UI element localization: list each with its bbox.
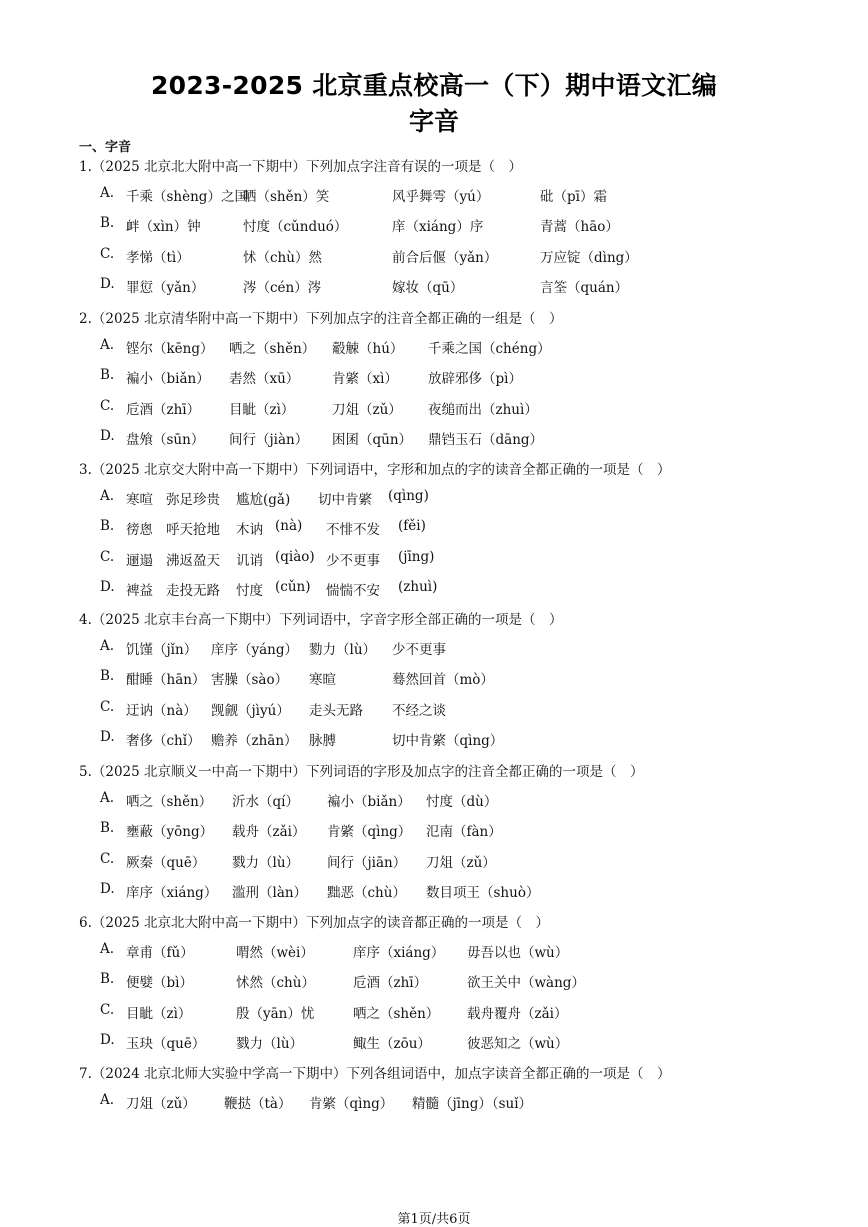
option-term: 前合后偃（yǎn）: [392, 249, 498, 266]
document-title: 2023-2025 北京重点校高一（下）期中语文汇编: [150, 71, 718, 100]
option-term: 精髓（jīng）（suǐ）: [412, 1096, 533, 1113]
option-term: 庠序（xiáng）: [353, 945, 445, 962]
option-term: 哂之（shěn）: [126, 794, 213, 811]
option-term: 走投无路: [166, 582, 220, 599]
option-term: 呼天抢地: [166, 522, 220, 539]
option-term: 壅蔽（yōng）: [126, 824, 214, 841]
option-term: 欲王关中（wàng）: [467, 975, 585, 992]
option-term: 夜缒而出（zhuì）: [428, 401, 538, 418]
question-stem: 7.（2024 北京北师大实验中学高一下期中）下列各组词语中，加点字读音全都正确的一项是（ ）: [79, 1066, 671, 1082]
option-letter: B.: [100, 668, 115, 685]
option-term: (zhuì): [398, 578, 438, 595]
option-term: 哂（shěn）笑: [243, 189, 330, 206]
option-letter: B.: [100, 367, 115, 384]
option-term: 间行（jiàn）: [229, 431, 309, 448]
option-term: 玉玦（quē）: [126, 1035, 206, 1052]
option-letter: A.: [100, 337, 115, 354]
page-footer: 第1页/共6页: [397, 1212, 471, 1227]
option-letter: B.: [100, 518, 115, 535]
option-letter: D.: [100, 275, 115, 292]
option-term: 庠序（xiáng）: [126, 884, 218, 901]
option-term: (jīng): [398, 548, 435, 565]
option-term: 千乘之国（chéng）: [428, 341, 551, 358]
option-letter: C.: [100, 850, 115, 867]
option-letter: A.: [100, 638, 115, 655]
option-letter: C.: [100, 397, 115, 414]
option-term: 酣睡（hān）: [126, 672, 206, 689]
option-term: 载舟（zǎi）: [232, 824, 306, 841]
option-term: 刀俎（zǔ）: [426, 854, 496, 871]
option-term: 裨益: [126, 582, 153, 599]
option-term: (cǔn): [275, 578, 311, 595]
section-heading: 一、字音: [79, 140, 132, 155]
option-term: 鲰生（zōu）: [353, 1035, 431, 1052]
option-term: (qiào): [275, 548, 315, 565]
option-term: 弥足珍贵: [166, 492, 220, 509]
option-term: 奢侈（chǐ）: [126, 732, 201, 749]
option-term: (fěi): [398, 518, 426, 535]
option-term: 哂之（shěn）: [229, 341, 316, 358]
option-term: 万应锭（dìng）: [540, 249, 638, 266]
option-term: 不经之谈: [392, 702, 446, 719]
option-term: 木讷: [236, 522, 263, 539]
option-term: 走头无路: [309, 702, 363, 719]
option-term: 涔（cén）涔: [243, 279, 322, 296]
option-term: 忖度（dù）: [426, 794, 498, 811]
option-term: 间行（jiān）: [327, 854, 407, 871]
option-term: (qìng): [388, 488, 429, 505]
option-term: 刀俎（zǔ）: [332, 401, 402, 418]
option-term: 赡养（zhān）: [211, 732, 298, 749]
option-term: 放辟邪侈（pì）: [428, 371, 522, 388]
option-term: 切中肯綮（qìng）: [392, 732, 504, 749]
option-term: 刀俎（zǔ）: [126, 1096, 196, 1113]
option-term: 章甫（fǔ）: [126, 945, 194, 962]
option-term: 觳觫（hú）: [332, 341, 404, 358]
option-term: 黜恶（chù）: [327, 884, 406, 901]
option-term: 徬悤: [126, 522, 153, 539]
option-letter: D.: [100, 728, 115, 745]
option-term: 讥诮: [236, 552, 263, 569]
option-letter: C.: [100, 698, 115, 715]
option-term: 铿尔（kēng）: [126, 341, 214, 358]
option-term: 嫁妆（qū）: [392, 279, 464, 296]
option-letter: C.: [100, 1001, 115, 1018]
option-term: 褊小（biǎn）: [126, 371, 210, 388]
option-term: 困囷（qūn）: [332, 431, 413, 448]
option-letter: A.: [100, 185, 115, 202]
option-term: 忖度（cǔnduó）: [243, 219, 348, 236]
option-letter: C.: [100, 245, 115, 262]
option-term: 寒喧: [126, 492, 153, 509]
option-term: 罪愆（yǎn）: [126, 279, 205, 296]
option-term: 惴惴不安: [326, 582, 380, 599]
option-term: 喟然（wèi）: [236, 945, 314, 962]
option-term: 庠（xiáng）序: [392, 219, 484, 236]
question-stem: 1.（2025 北京北大附中高一下期中）下列加点字注音有误的一项是（ ）: [79, 159, 523, 175]
option-term: 戮力（lù）: [236, 1035, 304, 1052]
option-term: 风乎舞雩（yú）: [392, 189, 490, 206]
option-term: 千乘（shèng）之国: [126, 189, 248, 206]
option-term: 沸返盈天: [166, 552, 220, 569]
option-term: 褊小（biǎn）: [327, 794, 411, 811]
option-term: 青蒿（hāo）: [540, 219, 619, 236]
option-letter: A.: [100, 790, 115, 807]
option-term: 戮力（lù）: [232, 854, 300, 871]
option-term: 勠力（lù）: [309, 642, 377, 659]
option-term: 害臊（sào）: [211, 672, 289, 689]
option-term: 盘飧（sūn）: [126, 431, 205, 448]
option-term: 彼恶知之（wù）: [467, 1035, 569, 1052]
option-letter: A.: [100, 1092, 115, 1109]
option-term: 砉然（xū）: [229, 371, 300, 388]
option-term: 鞭挞（tà）: [224, 1096, 292, 1113]
option-term: 脉膊: [309, 732, 336, 749]
question-stem: 5.（2025 北京顺义一中高一下期中）下列词语的字形及加点字的注音全都正确的一项是（ ）: [79, 764, 644, 780]
question-stem: 3.（2025 北京交大附中高一下期中）下列词语中，字形和加点的字的读音全都正确的一项是（ ）: [79, 462, 671, 478]
option-term: 便嬖（bì）: [126, 975, 193, 992]
option-term: 毋吾以也（wù）: [467, 945, 569, 962]
option-term: 肯綮（qìng）: [327, 824, 412, 841]
option-term: 寒暄: [309, 672, 336, 689]
question-stem: 2.（2025 北京清华附中高一下期中）下列加点字的注音全都正确的一组是（ ）: [79, 311, 563, 327]
option-letter: D.: [100, 1031, 115, 1048]
option-term: 逦遢: [126, 552, 153, 569]
option-term: 卮酒（zhī）: [353, 975, 428, 992]
option-term: 沂水（qí）: [232, 794, 299, 811]
option-letter: B.: [100, 820, 115, 837]
option-term: 厥秦（quē）: [126, 854, 206, 871]
option-letter: B.: [100, 215, 115, 232]
option-term: 滥刑（làn）: [232, 884, 308, 901]
option-term: 觊觎（jìyú）: [211, 702, 290, 719]
option-term: 庠序（yáng）: [211, 642, 299, 659]
option-letter: D.: [100, 427, 115, 444]
option-term: 目眦（zì）: [229, 401, 295, 418]
option-term: 哂之（shěn）: [353, 1005, 440, 1022]
option-term: 言筌（quán）: [540, 279, 629, 296]
option-term: 氾南（fàn）: [426, 824, 502, 841]
option-term: 肯綮（xì）: [332, 371, 398, 388]
question-stem: 6.（2025 北京北大附中高一下期中）下列加点字的读音都正确的一项是（ ）: [79, 915, 550, 931]
option-letter: A.: [100, 488, 115, 505]
option-term: 殷（yān）忧: [236, 1005, 315, 1022]
option-term: 怵然（chù）: [236, 975, 315, 992]
option-term: 数目项王（shuò）: [426, 884, 540, 901]
option-term: 鼎铛玉石（dāng）: [428, 431, 544, 448]
option-term: 切中肯綮: [318, 492, 372, 509]
option-letter: D.: [100, 578, 115, 595]
option-term: 怵（chù）然: [243, 249, 322, 266]
option-term: 卮酒（zhī）: [126, 401, 201, 418]
option-term: 孝悌（tì）: [126, 249, 190, 266]
option-term: 迂讷（nà）: [126, 702, 197, 719]
option-term: 饥馑（jǐn）: [126, 642, 198, 659]
option-term: (nà): [275, 518, 303, 535]
option-letter: B.: [100, 971, 115, 988]
option-term: 少不更事: [326, 552, 380, 569]
option-term: 忖度: [236, 582, 263, 599]
option-term: 衅（xìn）钟: [126, 219, 201, 236]
option-term: 砒（pī）霜: [540, 189, 607, 206]
document-subtitle: 字音: [408, 107, 459, 136]
option-letter: D.: [100, 880, 115, 897]
option-term: 蓦然回首（mò）: [392, 672, 494, 689]
question-stem: 4.（2025 北京丰台高一下期中）下列词语中，字音字形全部正确的一项是（ ）: [79, 612, 563, 628]
option-letter: C.: [100, 548, 115, 565]
option-term: 载舟覆舟（zǎi）: [467, 1005, 568, 1022]
option-term: 肯綮（qìng）: [309, 1096, 394, 1113]
option-letter: A.: [100, 941, 115, 958]
option-term: 不悱不发: [326, 522, 380, 539]
option-term: 少不更事: [392, 642, 446, 659]
option-term: 尴尬(gǎ): [236, 492, 291, 509]
option-term: 目眦（zì）: [126, 1005, 192, 1022]
